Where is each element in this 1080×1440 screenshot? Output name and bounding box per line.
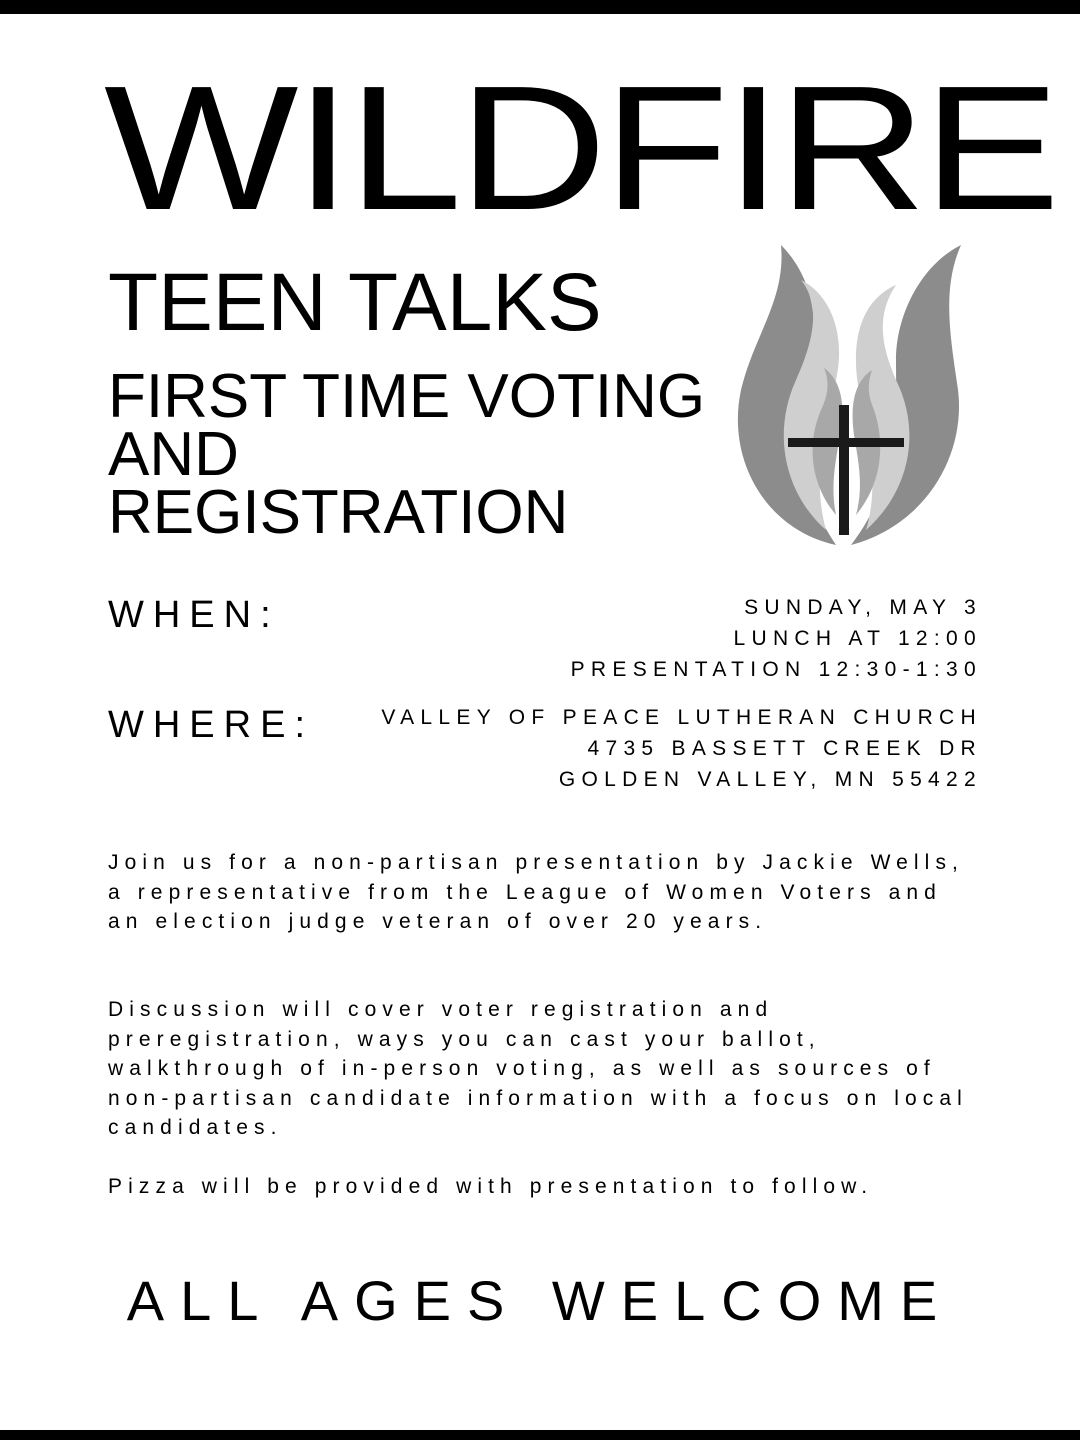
top-border [0,0,1080,14]
topic-heading [108,362,728,547]
all-ages-banner: ALL AGES WELCOME [126,1269,954,1332]
when-label: WHEN: [108,594,280,636]
description-paragraph: Join us for a non-partisan presentation by Jackie Wells, a representative from the League of Women Voters and an election judge veteran of over 20 years. [108,851,964,933]
where-label: WHERE: [108,704,314,746]
discussion-paragraph: Discussion will cover voter registration and preregistration, ways you can cast your ballot, walkthrough of in-person voting, as well as sources of non-partisan candidate information with a focus on local candidates. [108,998,968,1139]
topic-line: REGISTRATION [108,478,569,547]
flame-cross-icon [726,240,966,556]
topic-line: FIRST TIME VOTING [108,362,706,431]
when-details [570,592,982,685]
event-date: SUNDAY, MAY 3 [744,596,982,619]
venue-city: GOLDEN VALLEY, MN 55422 [558,768,982,791]
lunch-time: LUNCH AT 12:00 [733,627,982,650]
venue-street: 4735 BASSETT CREEK DR [587,737,982,760]
poster-title: WILDFIRE [104,49,1057,247]
presentation-time: PRESENTATION 12:30-1:30 [570,658,982,681]
pizza-note: Pizza will be provided with presentation to follow. [108,1175,874,1198]
topic-line: AND [108,420,239,489]
where-details [381,702,982,795]
poster-subtitle: TEEN TALKS [108,257,602,348]
bottom-border [0,1430,1080,1440]
venue-name: VALLEY OF PEACE LUTHERAN CHURCH [381,706,982,729]
